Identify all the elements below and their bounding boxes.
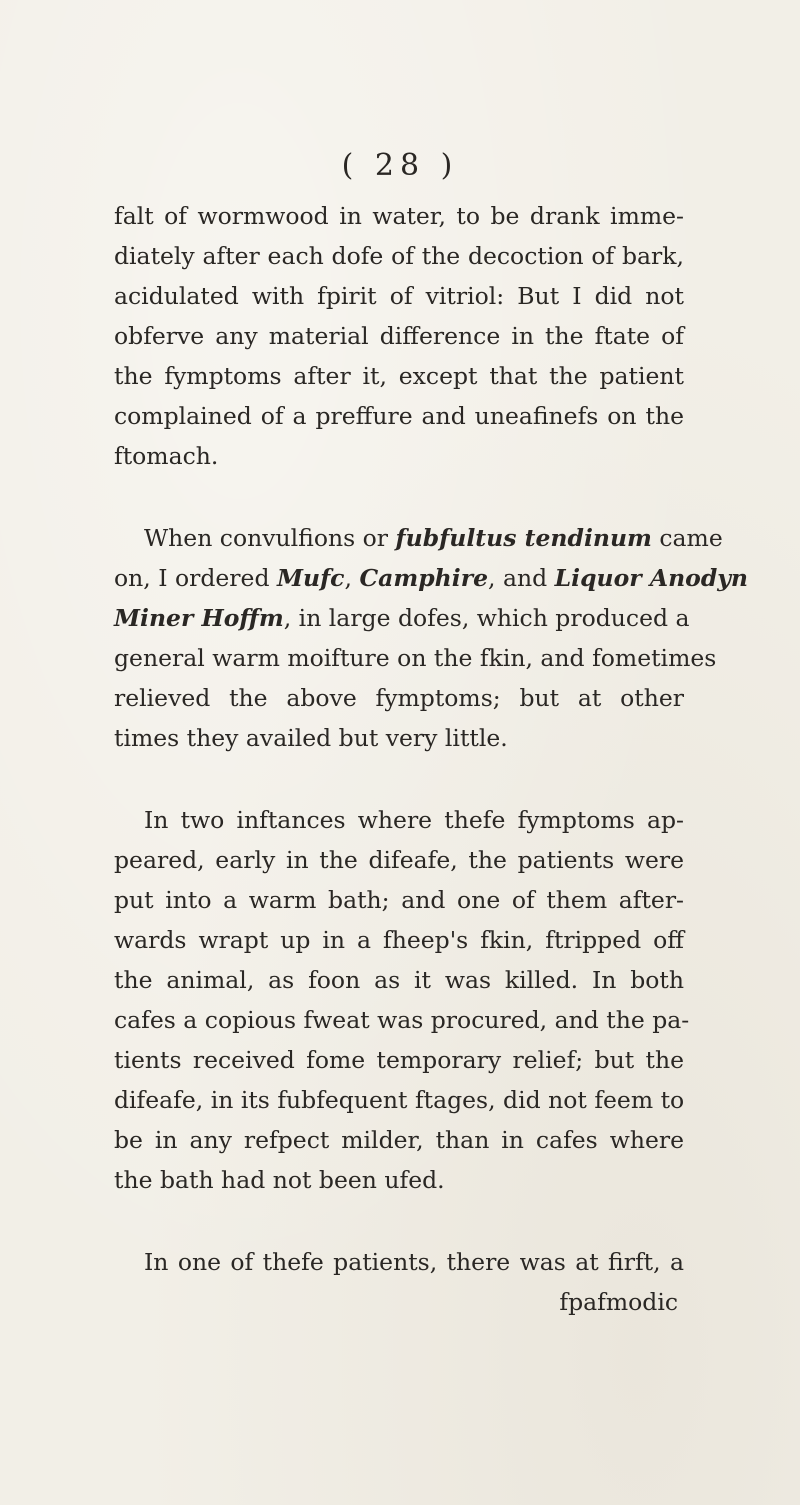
text-run: , and	[488, 564, 555, 592]
text-line: be in any refpect milder, than in cafes where	[114, 1126, 684, 1154]
text-line: put into a warm bath; and one of them after-	[114, 886, 684, 914]
text-line: peared, early in the difeafe, the patients were	[114, 846, 684, 874]
text-line: wards wrapt up in a fheep's fkin, ftripped off	[114, 926, 684, 954]
italic-term-liquor-anodyn: Liquor Anodyn	[554, 564, 749, 592]
text-line: times they availed but very little.	[114, 724, 508, 752]
text-line: In one of thefe patients, there was at firft, a	[144, 1248, 684, 1276]
italic-term-miner-hoffm: Miner Hoffm	[114, 604, 284, 632]
text-line: relieved the above fymptoms; but at other	[114, 684, 684, 712]
text-line	[114, 518, 723, 558]
text-line: falt of wormwood in water, to be drank imme-	[114, 202, 684, 230]
text-line	[114, 598, 690, 638]
text-line: the animal, as foon as it was killed. In both	[114, 966, 684, 994]
text-line: general warm moifture on the fkin, and fometimes	[114, 644, 717, 672]
text-line: complained of a preffure and uneafinefs on the	[114, 402, 684, 430]
text-run: ,	[344, 564, 360, 592]
text-line: the fymptoms after it, except that the patient	[114, 362, 684, 390]
text-run: on, I ordered	[114, 564, 277, 592]
text-line	[114, 558, 749, 598]
text-run: came	[651, 524, 723, 552]
paragraph-gap	[114, 476, 684, 518]
italic-term-musc: Mufc	[276, 564, 345, 592]
catchword: fpafmodic	[559, 1288, 678, 1316]
text-line: acidulated with fpirit of vitriol: But I did not	[114, 282, 684, 310]
italic-term-subsultus: fubfultus tendinum	[395, 524, 652, 552]
text-line: In two inftances where thefe fymptoms ap-	[144, 806, 684, 834]
paragraph-gap	[114, 758, 684, 800]
page-number-header: ( 28 )	[341, 148, 459, 183]
page-body-text	[114, 196, 749, 1322]
text-line: difeafe, in its fubfequent ftages, did not feem to	[114, 1086, 685, 1114]
text-run: , in large dofes, which produced a	[283, 604, 690, 632]
text-line: cafes a copious fweat was procured, and the pa-	[114, 1006, 690, 1034]
text-line: ftomach.	[114, 442, 219, 470]
text-line: diately after each dofe of the decoction of bark,	[114, 242, 684, 270]
text-line: the bath had not been ufed.	[114, 1166, 445, 1194]
text-line: tients received fome temporary relief; but the	[114, 1046, 684, 1074]
italic-term-camphire: Camphire	[359, 564, 489, 592]
paragraph-gap	[114, 1200, 684, 1242]
text-line: obferve any material difference in the ftate of	[114, 322, 684, 350]
text-run: When convulfions or	[144, 524, 396, 552]
